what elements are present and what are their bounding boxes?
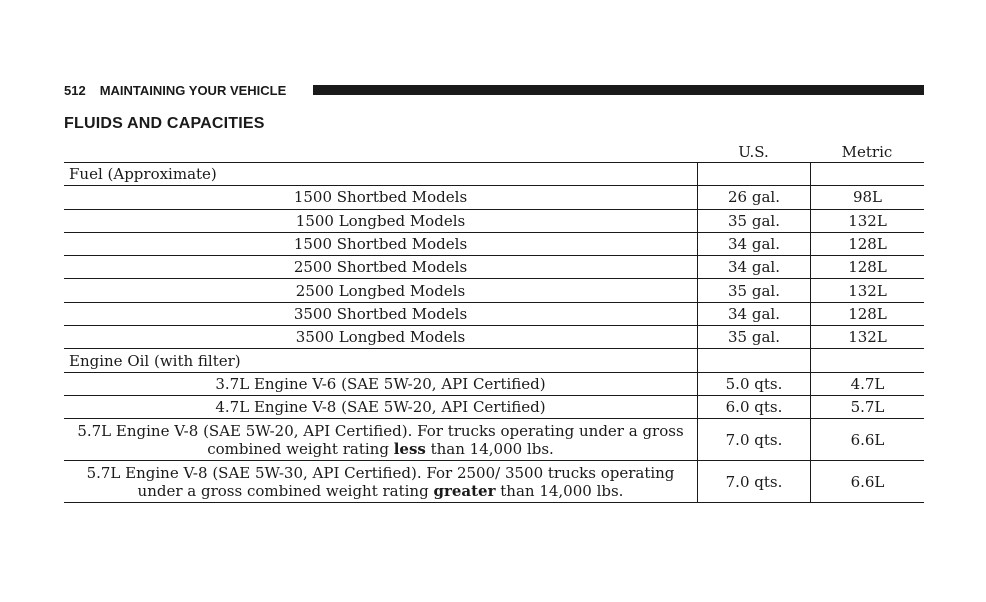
metric-cell: 128L bbox=[810, 233, 924, 255]
column-header-us: U.S. bbox=[738, 143, 769, 161]
section-title: FLUIDS AND CAPACITIES bbox=[64, 115, 265, 132]
metric-cell: 132L bbox=[810, 279, 924, 301]
desc-cell: 3500 Longbed Models bbox=[295, 328, 466, 347]
table-row bbox=[64, 186, 924, 209]
metric-cell: 128L bbox=[810, 303, 924, 325]
desc-emphasis: less bbox=[393, 439, 426, 458]
header-desc-cell bbox=[64, 140, 697, 162]
metric-cell: 132L bbox=[810, 210, 924, 232]
metric-cell: 5.7L bbox=[810, 396, 924, 418]
desc-text-part: 5.7L Engine V-8 (SAE 5W-20, API Certified). For trucks operating under a gross combined weight rating bbox=[77, 421, 684, 458]
table-header-row bbox=[64, 140, 924, 163]
metric-cell: 6.6L bbox=[810, 419, 924, 460]
column-header-metric: Metric bbox=[841, 143, 893, 161]
table-row bbox=[64, 419, 924, 461]
us-cell bbox=[697, 349, 810, 371]
desc-text bbox=[68, 422, 693, 458]
desc-cell bbox=[64, 461, 697, 502]
desc-cell: 2500 Shortbed Models bbox=[293, 258, 468, 277]
desc-text-part: than 14,000 lbs. bbox=[425, 439, 554, 458]
table-row bbox=[64, 326, 924, 349]
chapter-title: MAINTAINING YOUR VEHICLE bbox=[99, 82, 287, 98]
us-cell: 34 gal. bbox=[697, 256, 810, 278]
table-row bbox=[64, 396, 924, 419]
us-cell: 6.0 qts. bbox=[697, 396, 810, 418]
us-cell: 35 gal. bbox=[697, 326, 810, 348]
table-row bbox=[64, 461, 924, 503]
metric-cell: 132L bbox=[810, 326, 924, 348]
us-cell: 7.0 qts. bbox=[697, 461, 810, 502]
us-cell: 5.0 qts. bbox=[697, 373, 810, 395]
desc-text-part: than 14,000 lbs. bbox=[495, 481, 624, 500]
desc-text bbox=[68, 464, 693, 500]
desc-cell: 3.7L Engine V-6 (SAE 5W-20, API Certified) bbox=[215, 374, 546, 393]
desc-cell bbox=[64, 419, 697, 460]
metric-cell bbox=[810, 349, 924, 371]
us-cell: 7.0 qts. bbox=[697, 419, 810, 460]
metric-cell: 4.7L bbox=[810, 373, 924, 395]
table-row bbox=[64, 233, 924, 256]
desc-emphasis: greater bbox=[433, 481, 496, 500]
us-cell: 35 gal. bbox=[697, 210, 810, 232]
desc-cell: 1500 Shortbed Models bbox=[293, 188, 468, 207]
group-label: Fuel (Approximate) bbox=[69, 165, 217, 184]
page-number: 512 bbox=[64, 82, 86, 98]
table-row bbox=[64, 256, 924, 279]
desc-cell: 2500 Longbed Models bbox=[295, 281, 466, 300]
capacities-table bbox=[64, 140, 924, 503]
metric-cell: 6.6L bbox=[810, 461, 924, 502]
desc-text-part: 5.7L Engine V-8 (SAE 5W-30, API Certified). For 2500/ 3500 trucks operating under a gross combined weight rating bbox=[86, 463, 675, 500]
table-row bbox=[64, 210, 924, 233]
us-cell: 34 gal. bbox=[697, 303, 810, 325]
table-row bbox=[64, 373, 924, 396]
us-cell: 35 gal. bbox=[697, 279, 810, 301]
desc-cell: 4.7L Engine V-8 (SAE 5W-20, API Certified) bbox=[215, 398, 546, 417]
desc-cell: 1500 Longbed Models bbox=[295, 211, 466, 230]
group-row-engine-oil bbox=[64, 349, 924, 372]
page-header bbox=[64, 83, 924, 97]
metric-cell: 98L bbox=[810, 186, 924, 208]
group-row-fuel bbox=[64, 163, 924, 186]
us-cell: 34 gal. bbox=[697, 233, 810, 255]
group-label: Engine Oil (with filter) bbox=[69, 351, 241, 370]
metric-cell bbox=[810, 163, 924, 185]
desc-cell: 1500 Shortbed Models bbox=[293, 235, 468, 254]
header-rule bbox=[313, 85, 924, 95]
table-row bbox=[64, 279, 924, 302]
us-cell: 26 gal. bbox=[697, 186, 810, 208]
table-row bbox=[64, 303, 924, 326]
desc-cell: 3500 Shortbed Models bbox=[293, 304, 468, 323]
metric-cell: 128L bbox=[810, 256, 924, 278]
us-cell bbox=[697, 163, 810, 185]
